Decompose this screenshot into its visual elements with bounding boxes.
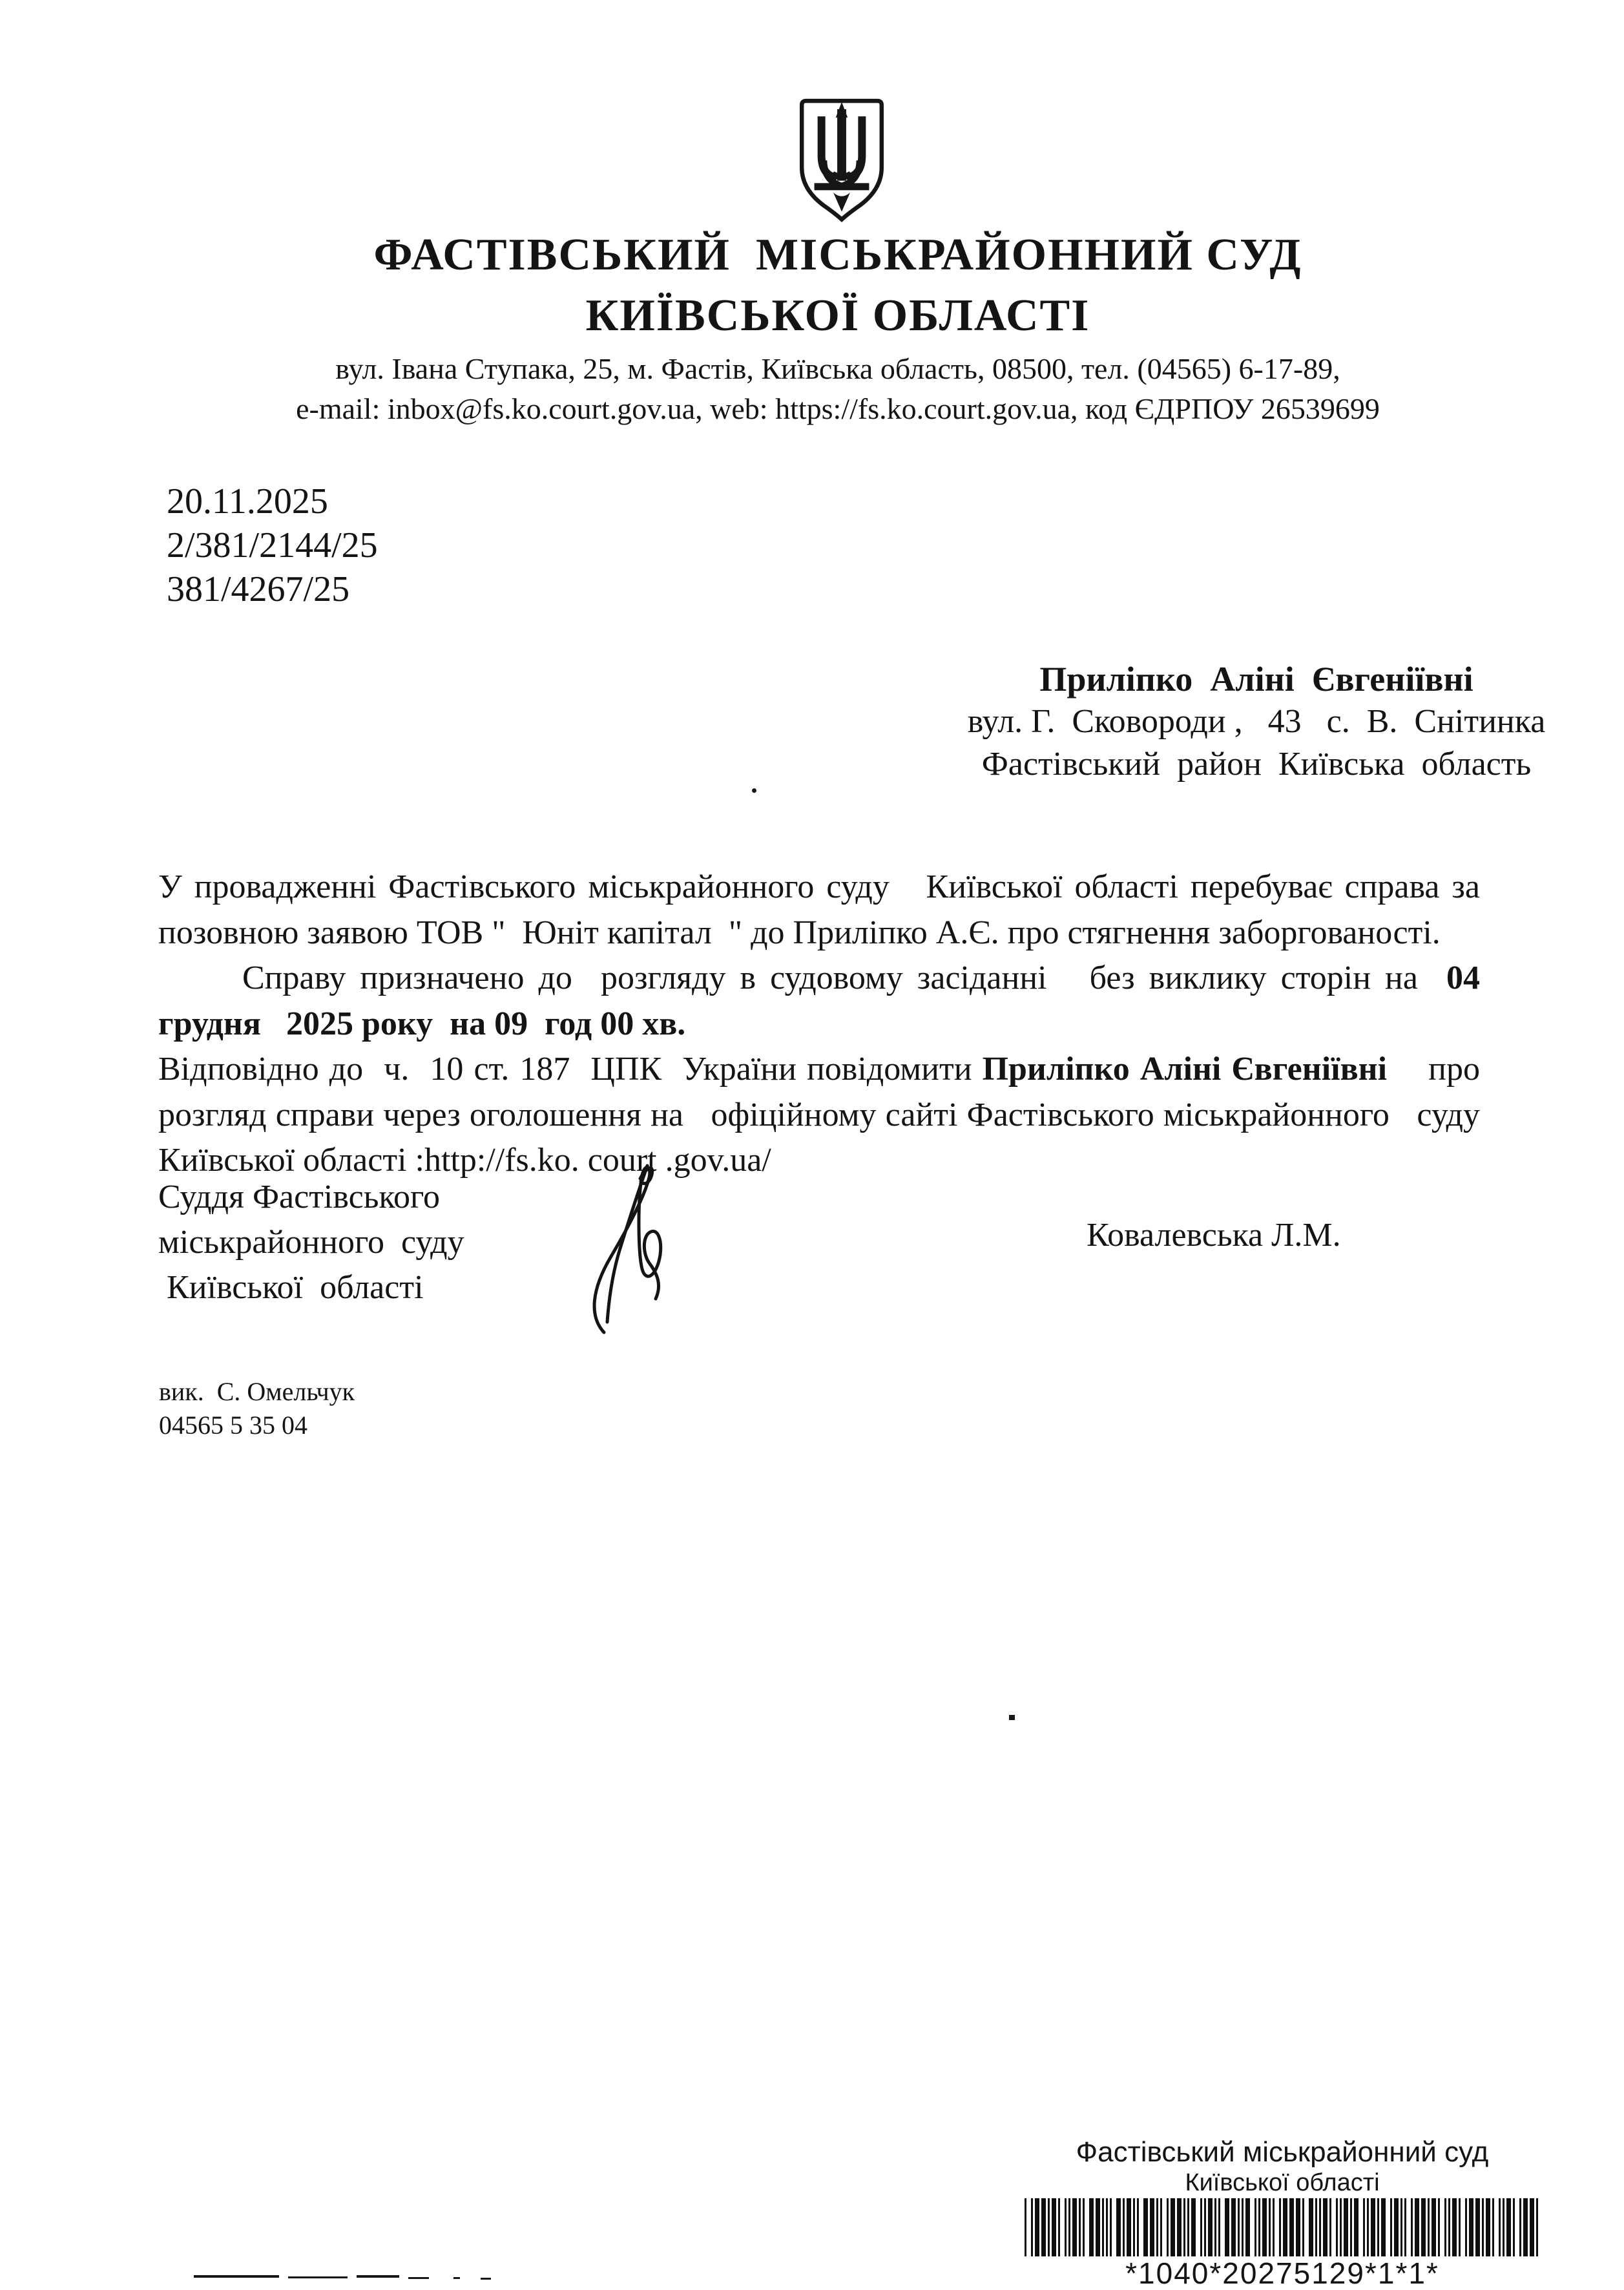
code39-barcode [1024,2198,1541,2256]
executor-name: вик. С. Омельчук [159,1377,355,1406]
court-address-line: вул. Івана Ступака, 25, м. Фастів, Київська область, 08500, тел. (04565) 6-17-89, [335,352,1340,385]
executor-block [159,1375,355,1442]
judge-title-line: Суддя Фастівського [158,1179,441,1215]
judge-title-block [158,1175,464,1310]
scan-artifact-dot [752,788,756,793]
proceeding-number: 381/4267/25 [167,569,350,609]
recipient-name: Приліпко Аліні Євгеніївні [1039,660,1473,699]
judge-name: Ковалевська Л.М. [1087,1217,1341,1254]
body-line: позовною заявою ТОВ " Юніт капітал " до Приліпко А.Є. про стягнення заборгованості. [158,914,1441,951]
court-name-line2: КИЇВСЬКОЇ ОБЛАСТІ [585,291,1090,341]
reference-block [167,479,378,611]
court-contact-line: e-mail: inbox@fs.ko.court.gov.ua, web: https://fs.ko.court.gov.ua, код ЄДРПОУ 26539699 [296,392,1380,425]
judge-title-line: міськрайонного суду [158,1224,464,1261]
executor-phone: 04565 5 35 04 [159,1411,307,1440]
stamp-court-region: Київської області [1185,2169,1380,2196]
body-line: Справу призначено до розгляду в судовому засіданні без виклику сторін на 04 [242,960,1480,996]
scan-artifact-dot [1009,1715,1015,1720]
recipient-address-line2: Фастівський район Київська область [981,746,1532,783]
hearing-date-part: 04 [1446,960,1480,996]
barcode-stamp-block [956,2136,1608,2290]
scan-artifact-dot [481,2278,491,2280]
scan-artifact-line [357,2275,399,2278]
court-name-line1: ФАСТІВСЬКИЙ МІСЬКРАЙОННИЙ СУД [373,230,1302,280]
letter-date: 20.11.2025 [167,481,328,521]
judge-signature [585,1157,694,1354]
body-line: розгляд справи через оголошення на офіційному сайті Фастівського міськрайонного суду [158,1096,1480,1133]
stamp-court-name: Фастівський міськрайонний суд [1076,2136,1489,2168]
letter-body [158,865,1480,1184]
coat-of-arms-trident-icon [788,89,895,236]
case-number: 2/381/2144/25 [167,525,378,565]
recipient-address-line1: вул. Г. Сковороди , 43 с. В. Снітинка [967,703,1546,740]
scan-artifact-line [408,2277,429,2279]
judge-title-line: Київської області [158,1269,424,1306]
scan-artifact-dot [453,2277,460,2279]
body-line: Відповідно до ч. 10 ст. 187 ЦПК України повідомити Приліпко Аліні Євгеніївні про [158,1051,1480,1087]
recipient-name-inline: Приліпко Аліні Євгеніївні [982,1051,1388,1087]
body-line: Київської області :http://fs.ko. court .gov.ua/ [158,1142,771,1179]
recipient-block [930,658,1583,786]
scan-artifact-line [288,2276,348,2278]
court-contacts [52,349,1624,429]
hearing-date-line: грудня 2025 року на 09 год 00 хв. [158,1005,686,1042]
barcode-value-text: *1040*20275129*1*1* [1125,2256,1439,2290]
scan-artifact-line [194,2275,279,2278]
body-line: У провадженні Фастівського міськрайонного суду Київської області перебуває справа за [158,868,1480,905]
court-header [52,225,1624,346]
